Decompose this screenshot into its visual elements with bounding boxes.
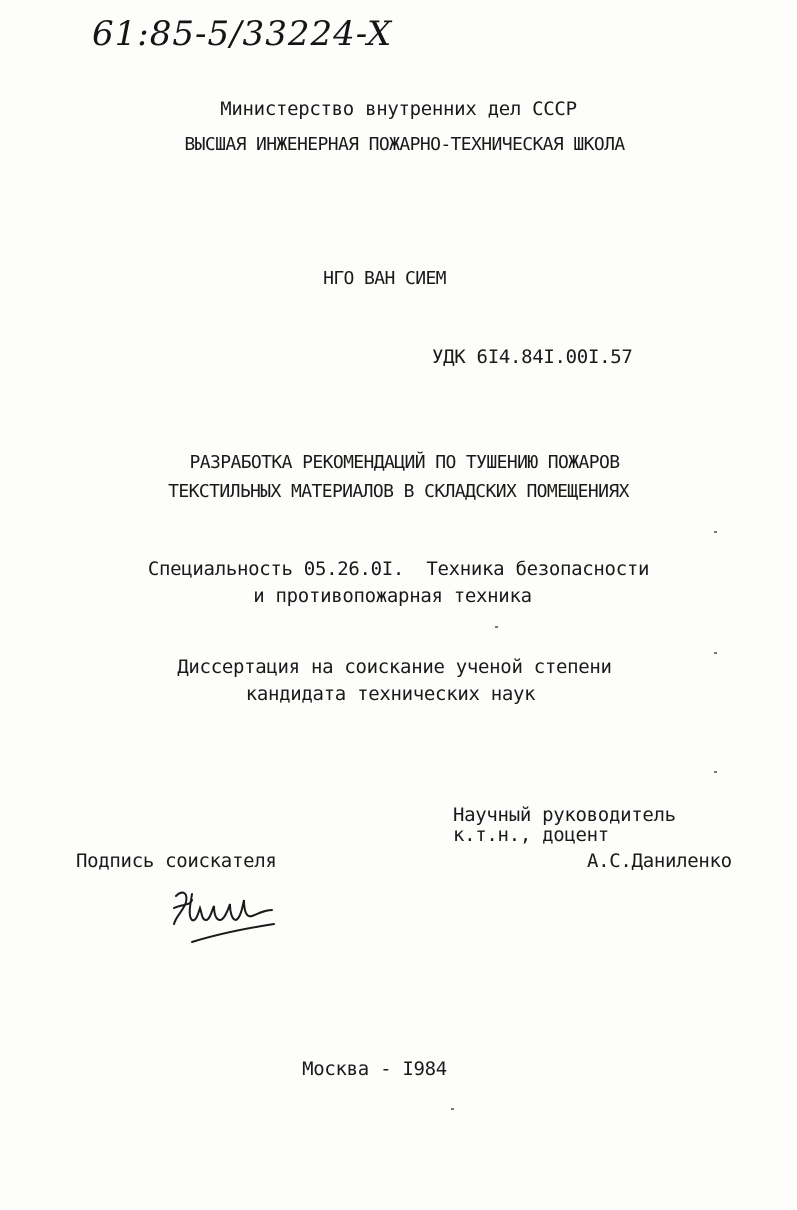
author-name: НГО ВАН СИЕМ <box>323 268 446 289</box>
scan-speck <box>714 652 717 654</box>
scan-speck <box>714 531 717 533</box>
school-name: ВЫСШАЯ ИНЖЕНЕРНАЯ ПОЖАРНО-ТЕХНИЧЕСКАЯ ШКОЛА <box>184 134 625 155</box>
degree-line-1: Диссертация на соискание ученой степени <box>177 656 612 678</box>
supervisor-label: Научный руководитель <box>453 804 676 826</box>
degree-line-2: кандидата технических наук <box>245 683 536 705</box>
ministry-name: Министерство внутренних дел СССР <box>220 98 577 120</box>
title-line-2: ТЕКСТИЛЬНЫХ МАТЕРИАЛОВ В СКЛАДСКИХ ПОМЕЩЕНИЯХ <box>168 481 629 502</box>
specialty-line-2: и противопожарная техника <box>253 585 532 607</box>
place-and-year: Москва - I984 <box>302 1058 447 1080</box>
applicant-signature-label: Подпись соискателя <box>76 850 277 872</box>
applicant-signature <box>168 880 288 950</box>
title-line-1: РАЗРАБОТКА РЕКОМЕНДАЦИЙ ПО ТУШЕНИЮ ПОЖАРОВ <box>189 452 620 473</box>
supervisor-name: А.С.Даниленко <box>587 850 732 872</box>
archive-code-handwritten: 61:85-5/33224-X <box>92 14 393 54</box>
supervisor-rank: к.т.н., доцент <box>453 824 609 846</box>
scan-speck <box>714 771 717 773</box>
udc-code: УДК 6I4.84I.00I.57 <box>432 346 633 368</box>
scan-speck <box>495 626 498 628</box>
scan-speck <box>451 1108 454 1110</box>
specialty-line-1: Специальность 05.26.0I. Техника безопасности <box>147 558 650 580</box>
